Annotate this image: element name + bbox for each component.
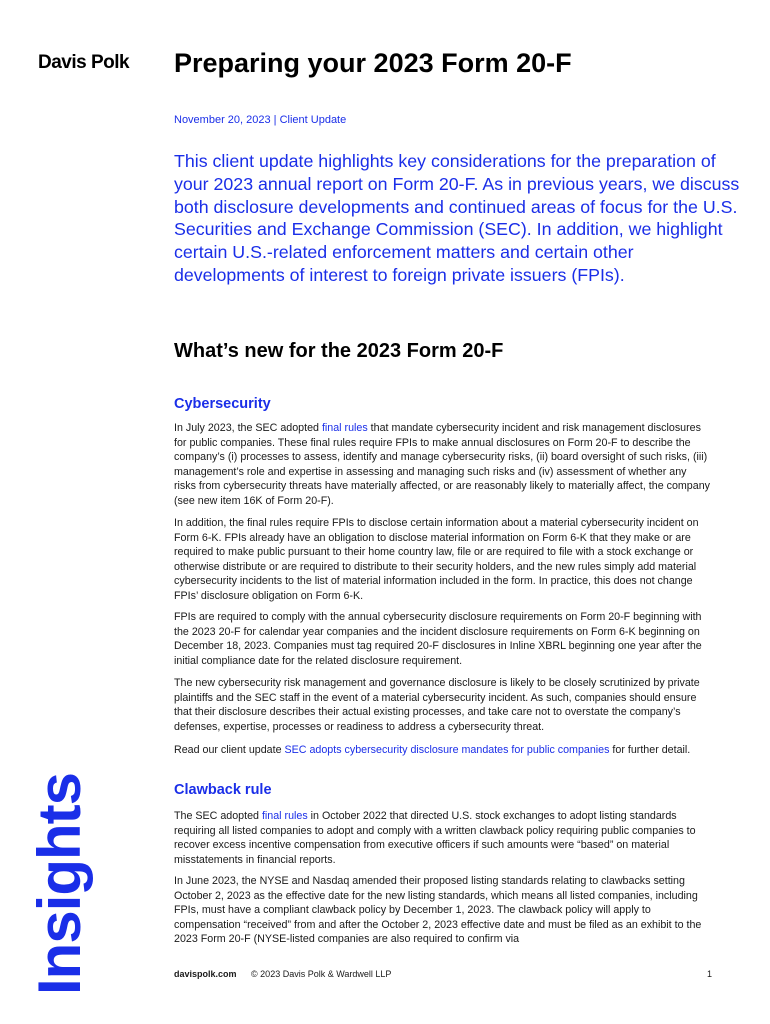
client-update-link[interactable]: SEC adopts cybersecurity disclosure mandates for public companies	[284, 744, 610, 756]
cybersecurity-paragraph-3: FPIs are required to comply with the annual cybersecurity disclosure requirements on Form 20-F beginning with the 2023 20-F for calendar year companies and the incident disclosure requirements on Form 6-K beginning on December 18, 2023. Companies must tag required 20-F disclosures in Inline XBRL beginning one year after the initial compliance date for the related disclosure requirement.	[174, 611, 702, 667]
paragraph-text: In July 2023, the SEC adopted	[174, 422, 322, 434]
cybersecurity-paragraph-4: The new cybersecurity risk management and governance disclosure is likely to be closely scrutinized by private plaintiffs and the SEC staff in the event of a material cybersecurity incident. As such, companies should ensure that their disclosure describes their actual existing processes, and take care not to overstate the company’s defenses, expertise, processes or readiness to address a cybersecurity threat.	[174, 677, 700, 733]
cybersecurity-paragraph-5	[174, 743, 710, 758]
intro-summary: This client update highlights key considerations for the preparation of your 2023 annual report on Form 20-F. As in previous years, we discuss both disclosure developments and continued areas of focus for the U.S. Securities and Exchange Commission (SEC). In addition, we highlight certain U.S.-related enforcement matters and certain other developments of interest to foreign private issuers (FPIs).	[174, 151, 740, 285]
clawback-paragraph-1	[174, 809, 710, 867]
footer-site-link[interactable]: davispolk.com	[174, 969, 237, 979]
subheading-cybersecurity: Cybersecurity	[174, 396, 271, 412]
insights-side-label: Insights	[26, 772, 93, 995]
final-rules-link[interactable]: final rules	[321, 422, 368, 434]
clawback-paragraph-2: In June 2023, the NYSE and Nasdaq amended their proposed listing standards relating to clawbacks setting October 2, 2023 as the effective date for the new listing standards, which means all listed companies, including FPIs, must have a compliant clawback policy by December 1, 2023. The clawback policy will apply to compensation “received” from and after the October 2, 2023 effective date and must be filed as an exhibit to the 2023 Form 20-F (NYSE-listed companies are also required to confirm via	[174, 875, 702, 945]
section-heading-whats-new: What’s new for the 2023 Form 20-F	[174, 340, 504, 362]
footer	[174, 969, 712, 979]
document-meta: November 20, 2023 | Client Update	[174, 114, 347, 126]
cybersecurity-paragraph-2: In addition, the final rules require FPIs to disclose certain information about a material cybersecurity incident on Form 6-K. FPIs already have an obligation to disclose material information on Form 6-K that they make or are required to make public pursuant to their home country law, file or are required to file with a stock exchange or otherwise distribute or are required to distribute to their security holders, and the new rules simply add material cybersecurity incidents to the list of material information included in the form. In practice, this does not change FPIs’ disclosure obligation on Form 6-K.	[174, 517, 699, 602]
paragraph-text: in October 2022 that directed U.S. stock exchanges to adopt listing standards requiring all listed companies to adopt and comply with a written clawback policy requiring public companies to recover excess incentive compensation from executive officers if such amounts were “based” on material misstatements in financial reports.	[174, 810, 696, 866]
page-title: Preparing your 2023 Form 20-F	[174, 48, 572, 78]
footer-copyright: © 2023 Davis Polk & Wardwell LLP	[251, 969, 392, 979]
paragraph-text: that mandate cybersecurity incident and risk management disclosures for public companies. These final rules require FPIs to make annual disclosures on Form 20-F to describe the company’s (i) processes to assess, identify and manage cybersecurity risks, (ii) board oversight of such risks, (iii) management’s role and expertise in assessing and managing such risks and (iv) assessment of whether any risks from cybersecurity threats have materially affected, or are reasonably likely to materially affect, the company (see new item 16K of Form 20-F).	[174, 422, 710, 507]
logo: Davis Polk	[38, 52, 130, 73]
paragraph-text: for further detail.	[609, 744, 691, 756]
subheading-clawback-rule: Clawback rule	[174, 782, 272, 798]
page-number: 1	[706, 969, 712, 979]
final-rules-link[interactable]: final rules	[261, 810, 308, 822]
paragraph-text: The SEC adopted	[174, 810, 262, 822]
paragraph-text: Read our client update	[174, 744, 285, 756]
cybersecurity-paragraph-1	[174, 421, 710, 508]
